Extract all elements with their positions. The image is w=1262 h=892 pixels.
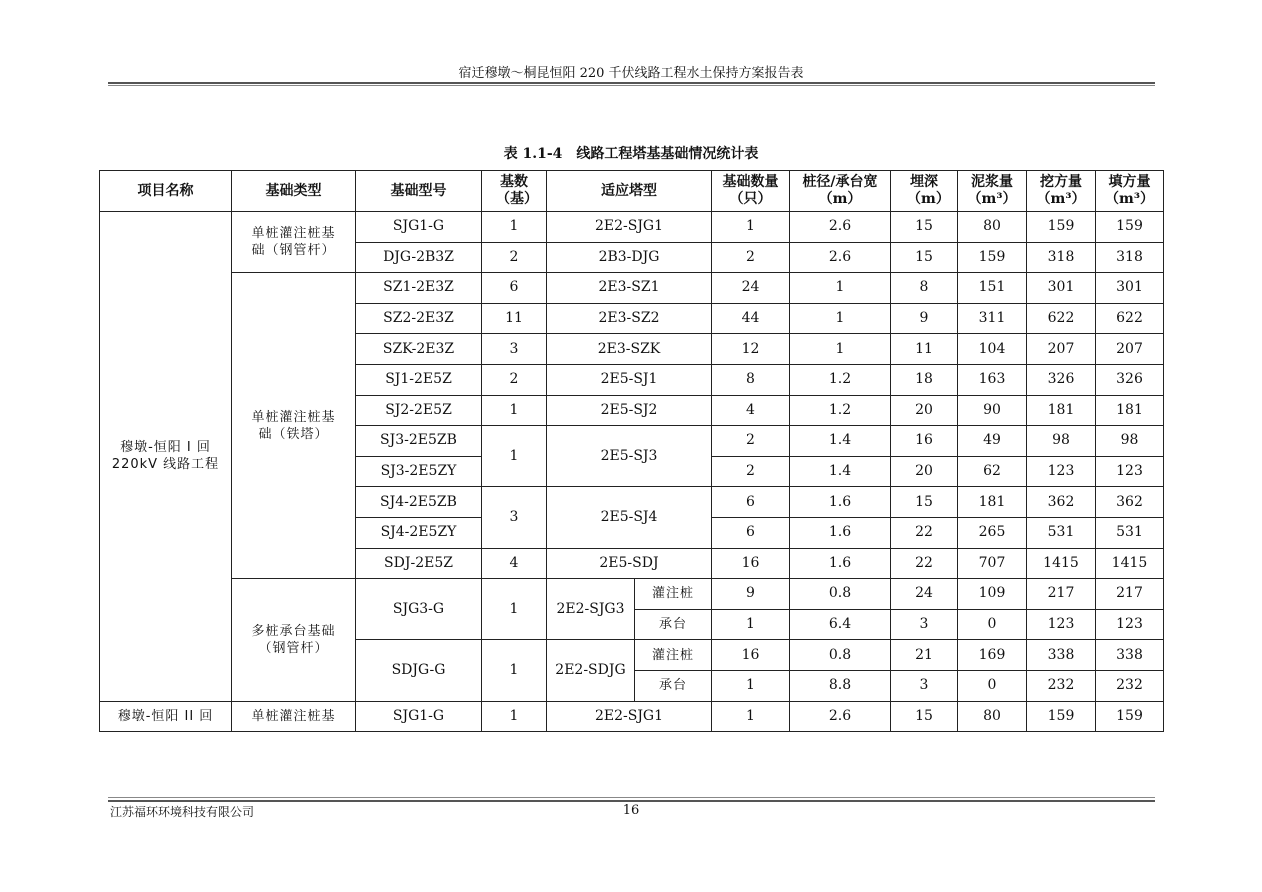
fill-cell: 318 [1096,242,1164,273]
diameter-cell: 2.6 [790,701,891,732]
project-name-2: 穆墩-恒阳 II 回 [100,701,232,732]
diameter-cell: 1.2 [790,364,891,395]
cut-cell: 207 [1027,334,1096,365]
depth-cell: 9 [891,303,958,334]
qty-cell: 6 [712,517,790,548]
cut-cell: 301 [1027,273,1096,304]
model-cell: SJ1-2E5Z [356,364,482,395]
table-caption: 表 1.1-4 线路工程塔基基础情况统计表 [503,146,759,162]
depth-cell: 20 [891,395,958,426]
diameter-cell: 1 [790,303,891,334]
tower-cell: 2E5-SJ2 [547,395,712,426]
table-row [100,273,1164,304]
fill-cell: 232 [1096,670,1164,701]
count-cell: 1 [482,395,547,426]
tower-cell: 2E2-SDJG [547,640,635,701]
tower-cell: 2E3-SZ2 [547,303,712,334]
cut-cell: 159 [1027,212,1096,243]
depth-cell: 15 [891,487,958,518]
diameter-cell: 0.8 [790,579,891,610]
fill-cell: 531 [1096,517,1164,548]
count-cell: 2 [482,364,547,395]
depth-cell: 18 [891,364,958,395]
fill-cell: 301 [1096,273,1164,304]
fill-cell: 123 [1096,456,1164,487]
diameter-cell: 1.4 [790,426,891,457]
model-cell: SZK-2E3Z [356,334,482,365]
diameter-cell: 1.6 [790,517,891,548]
depth-cell: 11 [891,334,958,365]
page-number: 16 [622,803,640,818]
depth-cell: 22 [891,517,958,548]
table-row [100,701,1164,732]
tower-cell: 2E5-SJ4 [547,487,712,548]
diameter-cell: 1.4 [790,456,891,487]
fill-cell: 326 [1096,364,1164,395]
depth-cell: 8 [891,273,958,304]
cut-cell: 362 [1027,487,1096,518]
mud-cell: 707 [958,548,1027,579]
depth-cell: 16 [891,426,958,457]
depth-cell: 3 [891,609,958,640]
mud-cell: 159 [958,242,1027,273]
header-qty: 基础数量（只） [712,171,790,212]
depth-cell: 22 [891,548,958,579]
count-cell: 1 [482,212,547,243]
cut-cell: 123 [1027,456,1096,487]
count-cell: 2 [482,242,547,273]
diameter-cell: 0.8 [790,640,891,671]
header-mud: 泥浆量（m³） [958,171,1027,212]
cut-cell: 217 [1027,579,1096,610]
model-cell: SJG1-G [356,212,482,243]
fill-cell: 181 [1096,395,1164,426]
diameter-cell: 6.4 [790,609,891,640]
qty-cell: 44 [712,303,790,334]
cut-cell: 181 [1027,395,1096,426]
diameter-cell: 1.6 [790,548,891,579]
header-cut: 挖方量（m³） [1027,171,1096,212]
fill-cell: 1415 [1096,548,1164,579]
cut-cell: 338 [1027,640,1096,671]
model-cell: SZ1-2E3Z [356,273,482,304]
fill-cell: 98 [1096,426,1164,457]
mud-cell: 49 [958,426,1027,457]
model-cell: SJ2-2E5Z [356,395,482,426]
foundation-stats-table [99,170,1164,732]
qty-cell: 1 [712,701,790,732]
header-fill: 填方量（m³） [1096,171,1164,212]
table-row [100,212,1164,243]
count-cell: 1 [482,426,547,487]
diameter-cell: 1 [790,273,891,304]
header-count: 基数（基） [482,171,547,212]
sub-part-cell: 承台 [635,609,712,640]
depth-cell: 24 [891,579,958,610]
model-cell: SJ3-2E5ZB [356,426,482,457]
qty-cell: 2 [712,426,790,457]
mud-cell: 104 [958,334,1027,365]
depth-cell: 21 [891,640,958,671]
header-type: 基础类型 [232,171,356,212]
foundation-type-a: 单桩灌注桩基础（钢管杆） [232,212,356,273]
qty-cell: 1 [712,609,790,640]
model-cell: SJ4-2E5ZY [356,517,482,548]
header-tower: 适应塔型 [547,171,712,212]
count-cell: 4 [482,548,547,579]
depth-cell: 15 [891,701,958,732]
qty-cell: 2 [712,242,790,273]
tower-cell: 2E5-SDJ [547,548,712,579]
cut-cell: 531 [1027,517,1096,548]
fill-cell: 207 [1096,334,1164,365]
fill-cell: 159 [1096,701,1164,732]
diameter-cell: 2.6 [790,242,891,273]
foundation-type-b: 单桩灌注桩基础（铁塔） [232,273,356,579]
count-cell: 1 [482,640,547,701]
tower-cell: 2E2-SJG1 [547,701,712,732]
header-project: 项目名称 [100,171,232,212]
count-cell: 1 [482,579,547,640]
qty-cell: 16 [712,548,790,579]
model-cell: DJG-2B3Z [356,242,482,273]
model-cell: SJ3-2E5ZY [356,456,482,487]
qty-cell: 8 [712,364,790,395]
mud-cell: 62 [958,456,1027,487]
diameter-cell: 2.6 [790,212,891,243]
qty-cell: 1 [712,670,790,701]
cut-cell: 318 [1027,242,1096,273]
mud-cell: 0 [958,609,1027,640]
mud-cell: 169 [958,640,1027,671]
mud-cell: 181 [958,487,1027,518]
depth-cell: 3 [891,670,958,701]
qty-cell: 4 [712,395,790,426]
foundation-type-d: 单桩灌注桩基 [232,701,356,732]
model-cell: SJ4-2E5ZB [356,487,482,518]
page-header-title: 宿迁穆墩～桐昆恒阳 220 千伏线路工程水土保持方案报告表 [458,66,804,81]
model-cell: SZ2-2E3Z [356,303,482,334]
count-cell: 6 [482,273,547,304]
mud-cell: 311 [958,303,1027,334]
mud-cell: 163 [958,364,1027,395]
qty-cell: 12 [712,334,790,365]
table-row [100,579,1164,610]
sub-part-cell: 灌注桩 [635,640,712,671]
header-rule [108,82,1155,84]
count-cell: 3 [482,334,547,365]
header-model: 基础型号 [356,171,482,212]
mud-cell: 90 [958,395,1027,426]
footer-rule-thin [108,797,1155,798]
tower-cell: 2E5-SJ1 [547,364,712,395]
diameter-cell: 1.6 [790,487,891,518]
sub-part-cell: 承台 [635,670,712,701]
mud-cell: 265 [958,517,1027,548]
model-cell: SDJ-2E5Z [356,548,482,579]
cut-cell: 159 [1027,701,1096,732]
table-header-row [100,171,1164,212]
cut-cell: 98 [1027,426,1096,457]
footer-rule [108,800,1155,802]
fill-cell: 338 [1096,640,1164,671]
mud-cell: 151 [958,273,1027,304]
tower-cell: 2E2-SJG1 [547,212,712,243]
header-depth: 埋深（m） [891,171,958,212]
mud-cell: 80 [958,212,1027,243]
mud-cell: 80 [958,701,1027,732]
sub-part-cell: 灌注桩 [635,579,712,610]
depth-cell: 15 [891,212,958,243]
qty-cell: 16 [712,640,790,671]
cut-cell: 326 [1027,364,1096,395]
diameter-cell: 1 [790,334,891,365]
fill-cell: 159 [1096,212,1164,243]
count-cell: 1 [482,701,547,732]
diameter-cell: 1.2 [790,395,891,426]
foundation-type-c: 多桩承台基础（钢管杆） [232,579,356,701]
model-cell: SJG1-G [356,701,482,732]
cut-cell: 1415 [1027,548,1096,579]
cut-cell: 232 [1027,670,1096,701]
fill-cell: 362 [1096,487,1164,518]
tower-cell: 2E3-SZ1 [547,273,712,304]
header-rule-thin [108,85,1155,86]
depth-cell: 15 [891,242,958,273]
depth-cell: 20 [891,456,958,487]
model-cell: SDJG-G [356,640,482,701]
footer-company: 江苏福环环境科技有限公司 [110,805,255,819]
qty-cell: 1 [712,212,790,243]
diameter-cell: 8.8 [790,670,891,701]
fill-cell: 217 [1096,579,1164,610]
count-cell: 3 [482,487,547,548]
cut-cell: 622 [1027,303,1096,334]
qty-cell: 24 [712,273,790,304]
tower-cell: 2E5-SJ3 [547,426,712,487]
tower-cell: 2B3-DJG [547,242,712,273]
tower-cell: 2E2-SJG3 [547,579,635,640]
qty-cell: 9 [712,579,790,610]
header-diameter: 桩径/承台宽（m） [790,171,891,212]
tower-cell: 2E3-SZK [547,334,712,365]
cut-cell: 123 [1027,609,1096,640]
qty-cell: 6 [712,487,790,518]
fill-cell: 622 [1096,303,1164,334]
qty-cell: 2 [712,456,790,487]
model-cell: SJG3-G [356,579,482,640]
fill-cell: 123 [1096,609,1164,640]
mud-cell: 0 [958,670,1027,701]
mud-cell: 109 [958,579,1027,610]
project-name-1: 穆墩-恒阳 I 回 220kV 线路工程 [100,212,232,702]
count-cell: 11 [482,303,547,334]
